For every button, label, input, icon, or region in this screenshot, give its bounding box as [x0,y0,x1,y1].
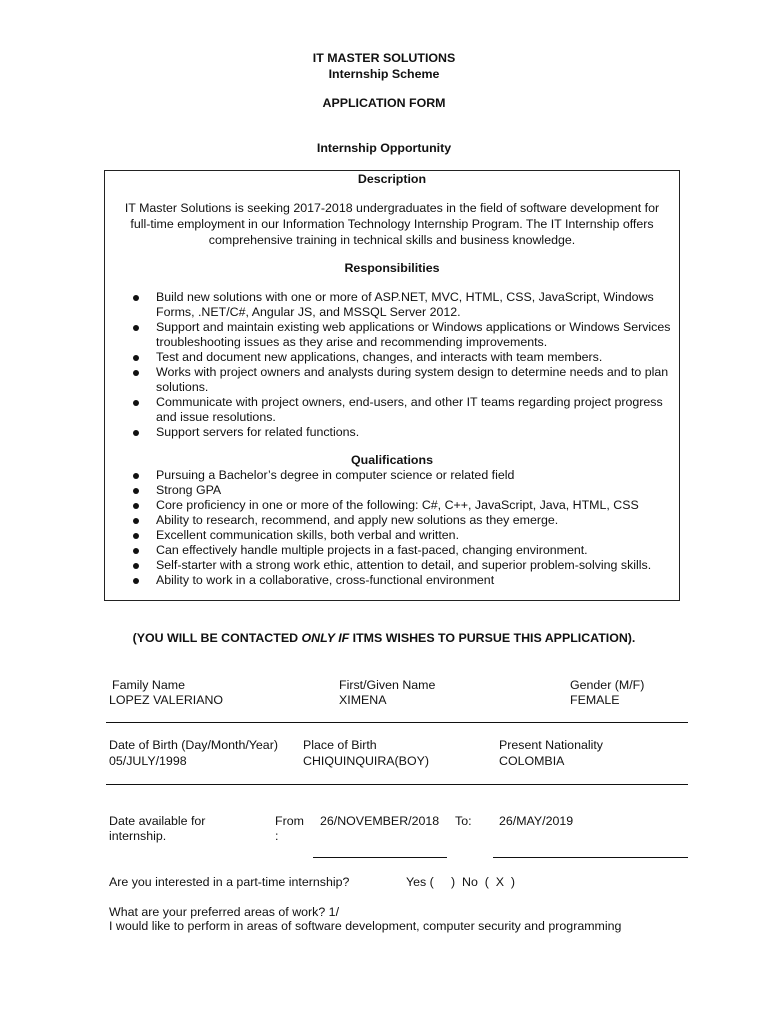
scheme-title: Internship Scheme [328,67,440,81]
list-item: Communicate with project owners, end-users, and other IT teams regarding project progress and issue resolutions. [133,395,673,425]
form-title: APPLICATION FORM [322,96,446,110]
list-item: Pursuing a Bachelor’s degree in computer science or related field [133,468,673,483]
opportunity-box [104,170,680,601]
bullet-icon [133,578,139,584]
from-date-underline [313,857,447,858]
bullet-icon [133,518,139,524]
bullet-icon [133,488,139,494]
list-item: Test and document new applications, changes, and interacts with team members. [133,350,673,365]
parttime-answer[interactable]: Yes ( ) No ( X ) [406,875,516,889]
nationality-label: Present Nationality [499,738,603,752]
responsibilities-title: Responsibilities [344,261,440,275]
notice-emphasis: ONLY IF [301,631,350,645]
opportunity-title: Internship Opportunity [316,141,452,155]
list-item: Works with project owners and analysts during system design to determine needs and to plan solutions. [133,365,673,395]
list-item: Strong GPA [133,483,673,498]
family-name-label: Family Name [112,678,185,692]
dob-label: Date of Birth (Day/Month/Year) [109,738,278,752]
list-item: Ability to work in a collaborative, cross-functional environment [133,573,673,588]
gender-label: Gender (M/F) [570,678,645,692]
contact-notice: (YOU WILL BE CONTACTED ONLY IF ITMS WISHES TO PURSUE THIS APPLICATION). [132,631,636,645]
qualifications-title: Qualifications [351,453,433,467]
bullet-icon [133,430,139,436]
bullet-icon [133,325,139,331]
areas-answer[interactable]: I would like to perform in areas of software development, computer security and programming [109,919,622,933]
family-name-value[interactable]: LOPEZ VALERIANO [109,693,224,707]
bullet-icon [133,533,139,539]
bullet-icon [133,400,139,406]
bullet-icon [133,370,139,376]
dob-value[interactable]: 05/JULY/1998 [109,754,187,768]
available-label: Date available for [109,814,206,828]
nationality-value[interactable]: COLOMBIA [499,754,565,768]
list-item: Support servers for related functions. [133,425,673,440]
first-name-value[interactable]: XIMENA [339,693,387,707]
divider [106,722,688,723]
to-date-underline [493,857,688,858]
list-item: Self-starter with a strong work ethic, attention to detail, and superior problem-solving skills. [133,558,673,573]
bullet-icon [133,355,139,361]
to-date-value[interactable]: 26/MAY/2019 [499,814,574,828]
bullet-icon [133,295,139,301]
list-item: Build new solutions with one or more of ASP.NET, MVC, HTML, CSS, JavaScript, Windows Forms, .NET/C#, Angular JS, and MSSQL Server 2012. [133,290,673,320]
pob-label: Place of Birth [303,738,377,752]
list-item: Core proficiency in one or more of the following: C#, C++, JavaScript, Java, HTML, CSS [133,498,673,513]
list-item: Excellent communication skills, both verbal and written. [133,528,673,543]
available-label-cont: internship. [109,829,167,843]
responsibilities-list [133,290,673,440]
list-item: Support and maintain existing web applications or Windows applications or Windows Services troubleshooting issues as they arise and recommending improvements. [133,320,673,350]
bullet-icon [133,563,139,569]
bullet-icon [133,473,139,479]
gender-value[interactable]: FEMALE [570,693,620,707]
areas-question: What are your preferred areas of work? 1/ [109,905,340,919]
qualifications-list [133,468,673,588]
list-item: Can effectively handle multiple projects in a fast-paced, changing environment. [133,543,673,558]
description-text: IT Master Solutions is seeking 2017-2018 undergraduates in the field of software development for full-time employment in our Information Technology Internship Program. The IT Internship offers comprehensive training in technical skills and business knowledge. [124,201,660,247]
company-name: IT MASTER SOLUTIONS [312,51,456,65]
to-label: To: [455,814,472,828]
bullet-icon [133,503,139,509]
from-date-value[interactable]: 26/NOVEMBER/2018 [320,814,440,828]
from-label-colon: : [275,829,279,843]
parttime-question: Are you interested in a part-time internship? [109,875,350,889]
bullet-icon [133,548,139,554]
pob-value[interactable]: CHIQUINQUIRA(BOY) [303,754,429,768]
list-item: Ability to research, recommend, and apply new solutions as they emerge. [133,513,673,528]
divider [106,784,688,785]
first-name-label: First/Given Name [339,678,436,692]
from-label: From [275,814,304,828]
description-title: Description [357,172,427,186]
